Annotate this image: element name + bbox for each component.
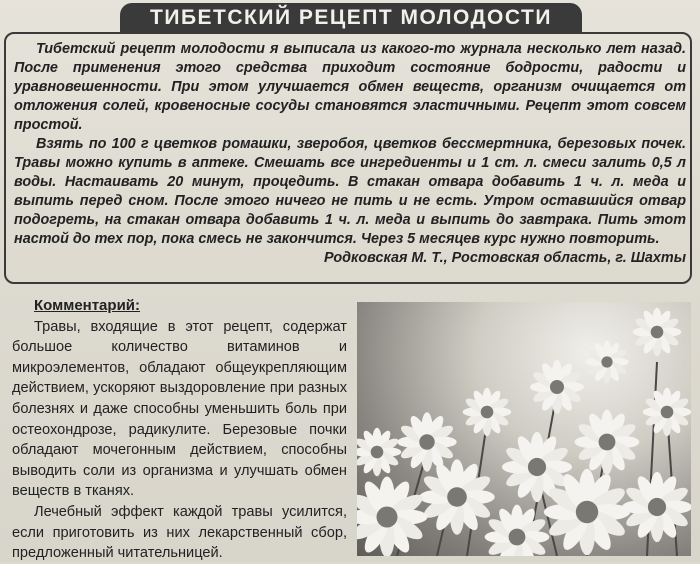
comment-paragraph: Лечебный эффект каждой травы усилится, если приготовить из них лекарственный сбор, предложенный читательницей. (12, 503, 347, 562)
chamomile-flowers-illustration (357, 302, 691, 556)
letter-paragraph: Взять по 100 г цветков ромашки, зверобоя, цветков бессмертника, березовых почек. Травы можно купить в аптеке. Смешать все ингредиенты и 1 ст. л. смеси залить 0,5 л воды. Настаивать 20 минут, процедить. В стакан отвара добавить 1 ч. л. меда и выпить перед сном. После этого ничего не пить и не есть. Утром оставшийся отвар подогреть, на стакан отвара добавить 1 ч. л. меда и выпить до завтрака. Пить этот настой до тех пор, пока смесь не закончится. Через 5 месяцев курс нужно повторить. (14, 136, 686, 247)
comment-section (12, 296, 347, 564)
letter-paragraph: Тибетский рецепт молодости я выписала из какого-то журнала несколько лет назад. После применения этого средства приходит состояние бодрости, радости и уравновешенности. При этом улучшается обмен веществ, организм очищается от отложения солей, кровеносные сосуды становятся эластичными. Рецепт этот совсем простой. (14, 41, 686, 133)
comment-paragraph: Травы, входящие в этот рецепт, содержат большое количество витаминов и микроэлементов, обладают общеукрепляющим действием, ускоряют выздоровление при разных болезнях и даже способны уменьшить боль при остеохондрозе, радикулите. Березовые почки обладают мочегонным действием, способны выводить соли из организма и улучшать обмен веществ в тканях. (12, 318, 347, 500)
chamomile-photo (357, 302, 691, 556)
comment-heading: Комментарий: (34, 297, 141, 314)
letter-signature: Родковская М. Т., Ростовская область, г. Шахты (323, 250, 686, 266)
title-banner (120, 3, 582, 33)
article-title: ТИБЕТСКИЙ РЕЦЕПТ МОЛОДОСТИ (150, 6, 552, 29)
reader-letter (14, 40, 686, 268)
